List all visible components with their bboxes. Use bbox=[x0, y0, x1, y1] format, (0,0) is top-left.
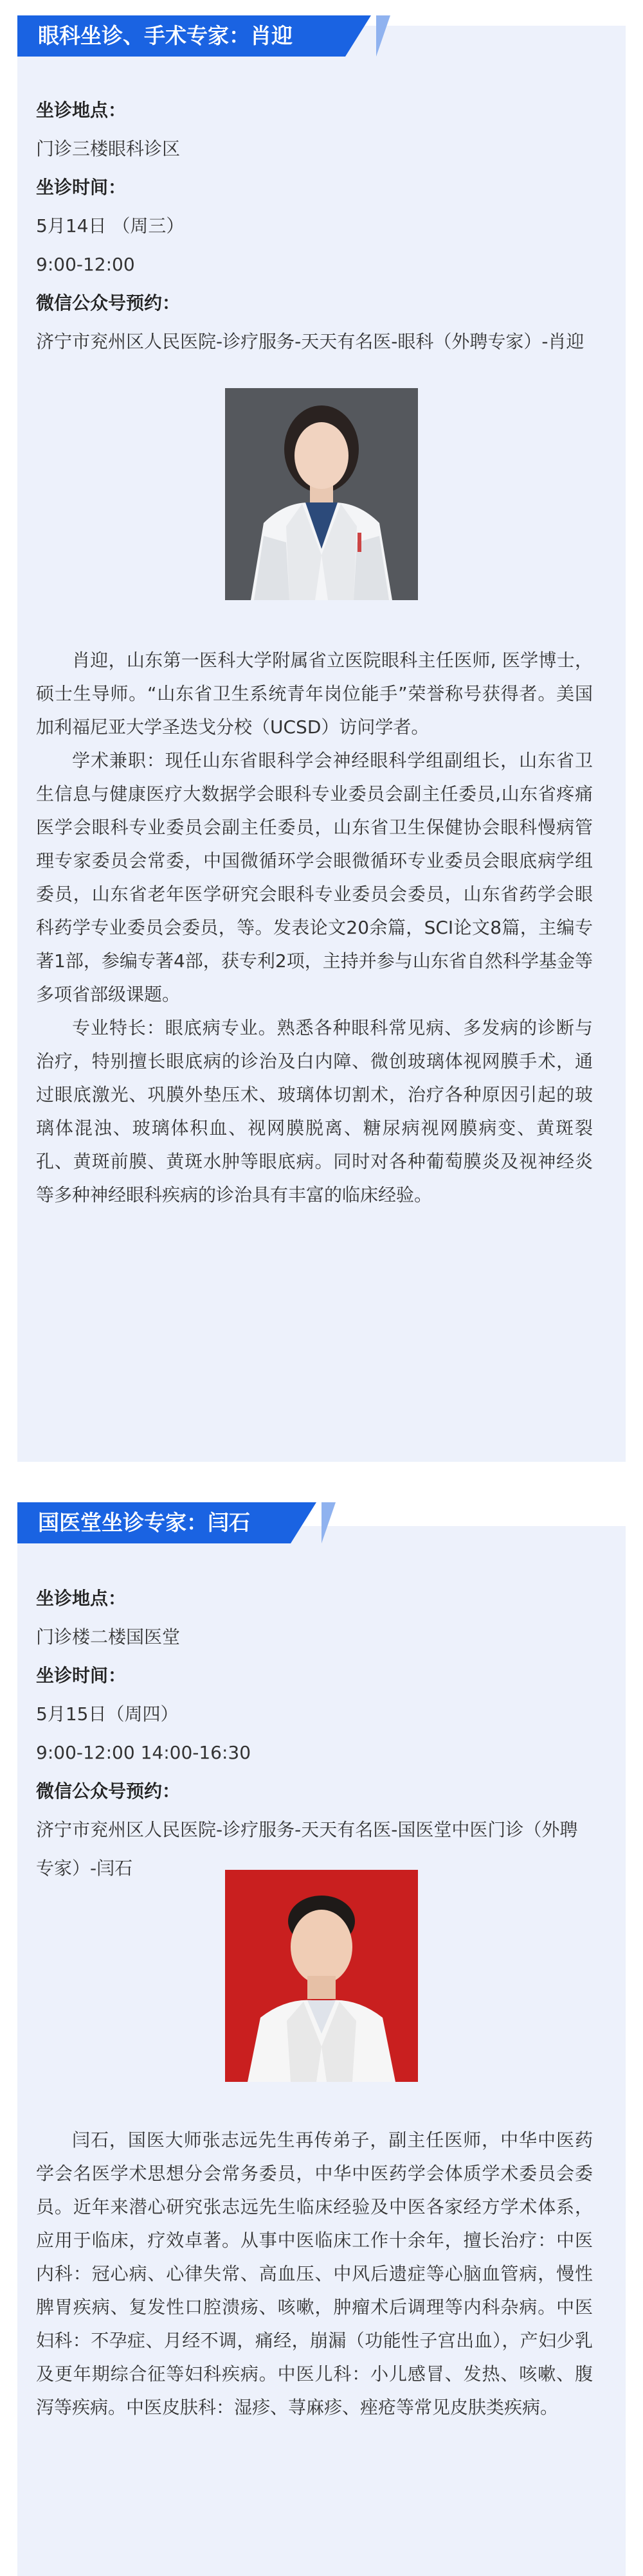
expert-info-xiao-ying bbox=[36, 91, 589, 361]
location-value: 门诊三楼眼科诊区 bbox=[36, 138, 181, 159]
date-value: 5月15日（周四） bbox=[36, 1703, 179, 1725]
bio-paragraph-intro: 闫石，国医大师张志远先生再传弟子，副主任医师，中华中医药学会名医学术思想分会常务委员，中华中医药学会体质学术委员会委员。近年来潜心研究张志远先生临床经验及中医各家经方学术体系，应用于临床，疗效卓著。从事中医临床工作十余年，擅长治疗：中医内科：冠心病、心律失常、高血压、中风后遗症等心脑血管病，慢性脾胃疾病、复发性口腔溃疡、咳嗽，肿瘤术后调理等内科杂病。中医妇科：不孕症、月经不调，痛经，崩漏（功能性子宫出血），产妇少乳及更年期综合征等妇科疾病。中医儿科：小儿感冒、发热、咳嗽、腹泻等疾病。中医皮肤科：湿疹、荨麻疹、痤疮等常见皮肤类疾病。 bbox=[36, 2129, 593, 2418]
doctor-portrait-illustration bbox=[225, 388, 418, 600]
expert-header-xiao-ying bbox=[17, 15, 345, 57]
expert-bio-yan-shi bbox=[36, 2124, 593, 2424]
header-chevron-decoration bbox=[322, 1502, 336, 1543]
doctor-portrait-illustration bbox=[225, 1870, 418, 2082]
expert-bio-xiao-ying bbox=[36, 644, 593, 1212]
expert-header-title: 眼科坐诊、手术专家：肖迎 bbox=[38, 23, 293, 48]
booking-path: 济宁市兖州区人民医院-诊疗服务-天天有名医-眼科（外聘专家）-肖迎 bbox=[36, 331, 584, 352]
header-chevron-decoration bbox=[376, 15, 390, 57]
booking-label: 微信公众号预约： bbox=[36, 292, 181, 314]
expert-info-yan-shi bbox=[36, 1579, 589, 1888]
hours-value: 9:00-12:00 14:00-16:30 bbox=[36, 1742, 251, 1763]
location-value: 门诊楼二楼国医堂 bbox=[36, 1626, 181, 1648]
booking-path: 济宁市兖州区人民医院-诊疗服务-天天有名医-国医堂中医门诊（外聘专家）-闫石 bbox=[36, 1819, 578, 1879]
doctor-photo-xiao-ying bbox=[225, 388, 418, 600]
expert-header-title: 国医堂坐诊专家：闫石 bbox=[38, 1510, 250, 1535]
date-value: 5月14日 （周三） bbox=[36, 215, 185, 236]
time-label: 坐诊时间： bbox=[36, 177, 127, 198]
bio-paragraph-intro: 肖迎，山东第一医科大学附属省立医院眼科主任医师, 医学博士，硕士生导师。“山东省卫生系统青年岗位能手”荣誉称号获得者。美国加利福尼亚大学圣迭戈分校（UCSD）访问学者。 bbox=[36, 650, 593, 738]
bio-paragraph-academic: 学术兼职：现任山东省眼科学会神经眼科学组副组长，山东省卫生信息与健康医疗大数据学会眼科专业委员会副主任委员,山东省疼痛医学会眼科专业委员会副主任委员，山东省卫生保健协会眼科慢病管理专家委员会常委，中国微循环学会眼微循环专业委员会眼底病学组委员，山东省老年医学研究会眼科专业委员会委员，山东省药学会眼科药学专业委员会委员，等。发表论文20余篇，SCI论文8篇，主编专著1部，参编专著4部，获专利2项，主持并参与山东省自然科学基金等多项省部级课题。 bbox=[36, 750, 593, 1005]
location-label: 坐诊地点： bbox=[36, 100, 127, 121]
doctor-photo-yan-shi bbox=[225, 1870, 418, 2082]
location-label: 坐诊地点： bbox=[36, 1588, 127, 1609]
hours-value: 9:00-12:00 bbox=[36, 254, 135, 275]
bio-paragraph-specialty: 专业特长：眼底病专业。熟悉各种眼科常见病、多发病的诊断与治疗，特别擅长眼底病的诊治及白内障、微创玻璃体视网膜手术，通过眼底激光、巩膜外垫压术、玻璃体切割术，治疗各种原因引起的玻璃体混浊、玻璃体积血、视网膜脱离、糖尿病视网膜病变、黄斑裂孔、黄斑前膜、黄斑水肿等眼底病。同时对各种葡萄膜炎及视神经炎等多种神经眼科疾病的诊治具有丰富的临床经验。 bbox=[36, 1017, 593, 1205]
booking-label: 微信公众号预约： bbox=[36, 1781, 181, 1802]
expert-header-yan-shi bbox=[17, 1502, 291, 1543]
time-label: 坐诊时间： bbox=[36, 1665, 127, 1686]
